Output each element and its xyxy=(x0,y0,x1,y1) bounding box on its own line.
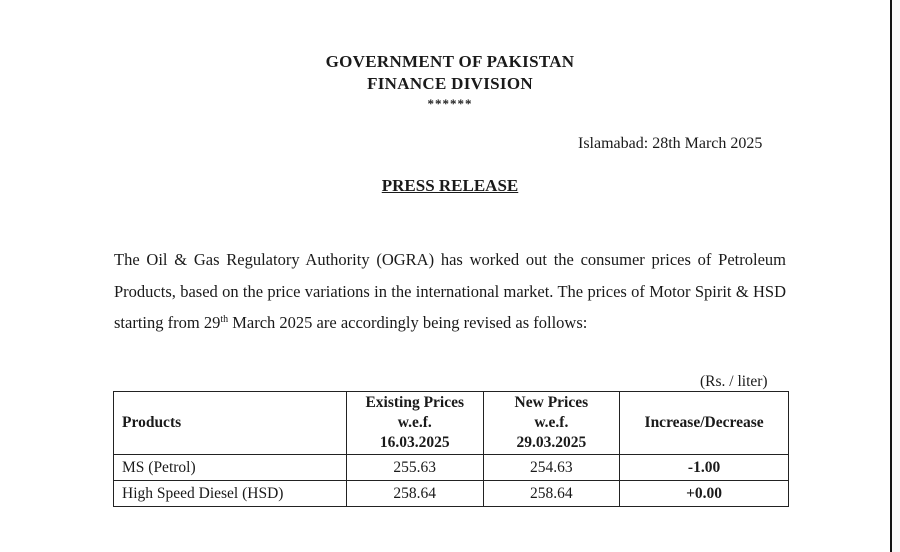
page-edge-divider xyxy=(890,0,892,552)
table-header-row xyxy=(114,392,789,455)
price-unit-note: (Rs. / liter) xyxy=(700,373,768,390)
row-change: +0.00 xyxy=(620,481,789,507)
body-superscript: th xyxy=(220,314,229,325)
row-product: MS (Petrol) xyxy=(114,455,347,481)
row-existing-price: 255.63 xyxy=(346,455,483,481)
body-text-part2: March 2025 are accordingly being revised as follows: xyxy=(228,313,588,332)
dateline: Islamabad: 28th March 2025 xyxy=(578,135,763,152)
row-change: -1.00 xyxy=(620,455,789,481)
header-products: Products xyxy=(114,392,347,455)
header-new-prices xyxy=(483,392,620,455)
header-new-line2: w.e.f. xyxy=(534,414,569,431)
header-change: Increase/Decrease xyxy=(620,392,789,455)
header-stars: ****** xyxy=(427,96,473,111)
page-title: PRESS RELEASE xyxy=(381,176,519,195)
header-existing-line2: w.e.f. xyxy=(397,414,432,431)
header-division: FINANCE DIVISION xyxy=(367,74,533,93)
table-row xyxy=(114,455,789,481)
header-new-line1: New Prices xyxy=(514,394,589,411)
table-row xyxy=(114,481,789,507)
row-new-price: 258.64 xyxy=(483,481,620,507)
row-new-price: 254.63 xyxy=(483,455,620,481)
header-government: GOVERNMENT OF PAKISTAN xyxy=(325,52,575,71)
header-existing-line3: 16.03.2025 xyxy=(379,434,450,451)
row-product: High Speed Diesel (HSD) xyxy=(114,481,347,507)
body-paragraph xyxy=(114,244,786,339)
price-table xyxy=(113,391,789,507)
body-text-part1: The Oil & Gas Regulatory Authority (OGRA) has worked out the consumer prices of Petroleum Products, based on the price variations in the international market. The prices of Motor Spirit & HSD starting from 29 xyxy=(114,250,786,332)
header-existing-line1: Existing Prices xyxy=(365,394,465,411)
header-existing-prices xyxy=(346,392,483,455)
header-new-line3: 29.03.2025 xyxy=(516,434,587,451)
row-existing-price: 258.64 xyxy=(346,481,483,507)
